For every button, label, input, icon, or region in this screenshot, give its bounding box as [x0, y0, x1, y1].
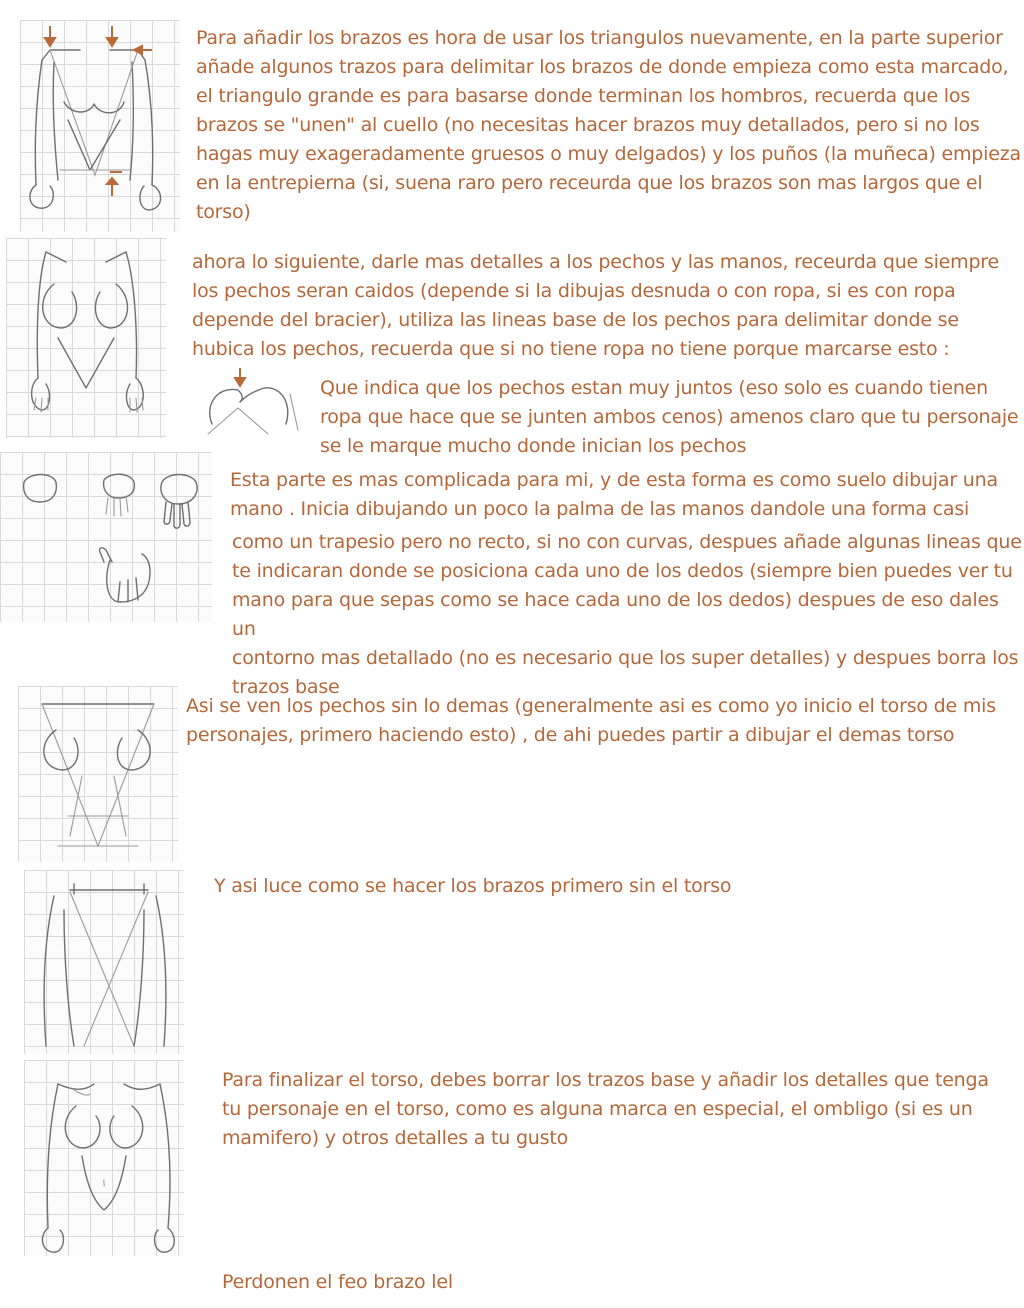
sketch-chest-hands	[6, 238, 166, 438]
sketch-arms-only	[24, 870, 184, 1054]
section-text-arms-only: Y asi luce como se hacer los brazos primero sin el torso	[214, 875, 732, 897]
sketch-chest-only	[18, 686, 178, 862]
section-text-hands-intro: Esta parte es mas complicada para mi, y de esta forma es como suelo dibujar una mano . Inicia dibujando un poco la palma de las manos dandole una forma casi	[230, 469, 998, 520]
section-text-chest-hands: ahora lo siguiente, darle mas detalles a los pechos y las manos, receurda que siempre los pechos seran caidos (depende si la dibujas desnuda o con ropa, si es con ropa depende del bracier), utiliza las lineas base de los pechos para delimitar donde se hubica los pechos, recuerda que si no tiene ropa no tiene porque marcarse esto :	[192, 251, 999, 360]
sketch-final-torso	[24, 1060, 184, 1256]
section-text-hands-steps: como un trapesio pero no recto, si no con curvas, despues añade algunas lineas que te indicaran donde se posiciona cada uno de los dedos (siempre bien puedes ver tu mano para que sepas como se hace cada uno de los dedos) despues de eso dales un contorno mas detallado (no es necesario que los super detalles) y despues borra los trazos base	[232, 531, 1022, 698]
sketch-cleavage	[198, 364, 310, 440]
section-text-cleavage: Que indica que los pechos estan muy juntos (eso solo es cuando tienen ropa que hace que se junten ambos cenos) amenos claro que tu personaje se le marque mucho donde inician los pechos	[320, 377, 1019, 457]
section-text-chest-only: Asi se ven los pechos sin lo demas (generalmente asi es como yo inicio el torso de mis personajes, primero haciendo esto) , de ahi puedes partir a dibujar el demas torso	[186, 695, 996, 746]
sketch-hands	[0, 452, 212, 622]
section-text-arms-guides: Para añadir los brazos es hora de usar los triangulos nuevamente, en la parte superior añade algunos trazos para delimitar los brazos de donde empieza como esta marcado, el triangulo grande es para basarse donde terminan los hombros, recuerda que los brazos se "unen" al cuello (no necesitas hacer brazos muy detallados, pero si no los hagas muy exageradamente gruesos o muy delgados) y los puños (la muñeca) empieza en la entrepierna (si, suena raro pero receurda que los brazos son mas largos que el torso)	[196, 27, 1021, 223]
section-text-final-torso: Para finalizar el torso, debes borrar los trazos base y añadir los detalles que tenga tu personaje en el torso, como es alguna marca en especial, el ombligo (si es un mamifero) y otros detalles a tu gusto	[222, 1069, 989, 1149]
sketch-arms-guides	[20, 20, 180, 232]
closing-note: Perdonen el feo brazo lel	[222, 1271, 453, 1293]
